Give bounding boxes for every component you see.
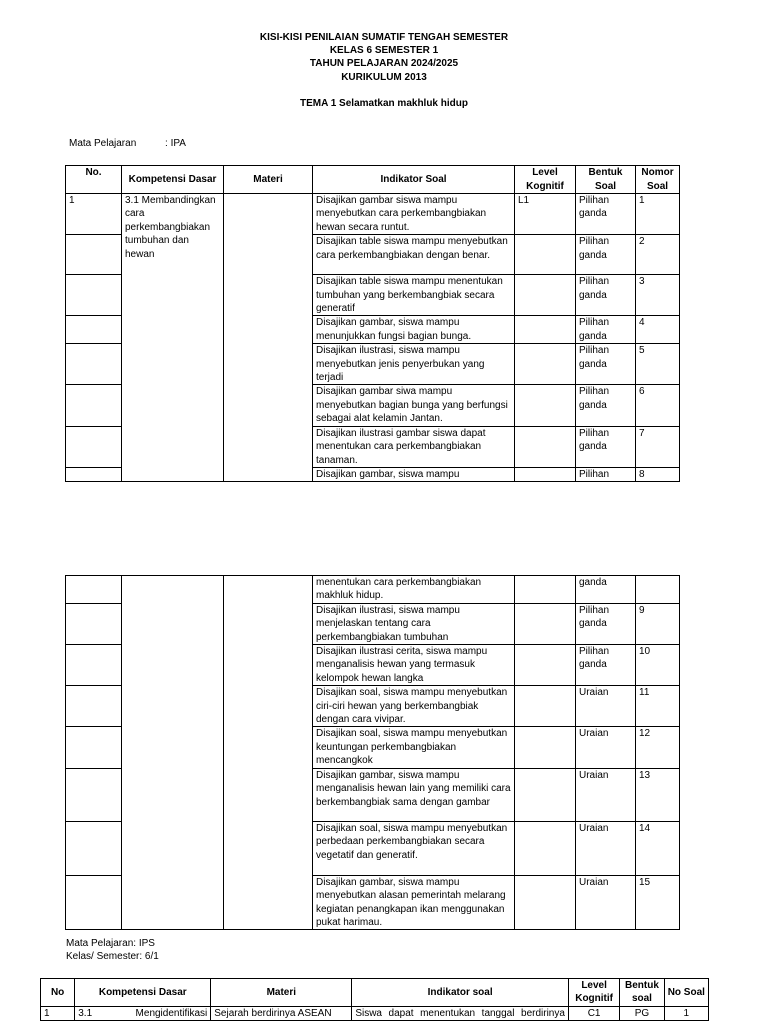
ipa-table-page-1 <box>65 165 680 482</box>
level-cell <box>515 875 576 930</box>
bentuk-cell: Pilihan ganda <box>576 385 636 426</box>
indikator-cell: Disajikan gambar siwa mampu menyebutkan bagian bunga yang berfungsi sebagai alat kelamin Jantan. <box>313 385 515 426</box>
nomor-cell: 7 <box>636 426 680 467</box>
row-no <box>66 821 122 875</box>
header-level: Level Kognitif <box>515 166 576 194</box>
header-indikator: Indikator Soal <box>313 166 515 194</box>
level-cell <box>515 821 576 875</box>
row-no <box>66 467 122 481</box>
row-no <box>66 426 122 467</box>
ips-header-indikator: Indikator soal <box>352 979 569 1007</box>
ips-bentuk-cell: PG <box>620 1006 664 1020</box>
ips-subject-line: Mata Pelajaran: IPS <box>66 938 155 949</box>
level-cell <box>515 645 576 686</box>
header-curriculum: KURIKULUM 2013 <box>341 71 427 83</box>
nomor-cell: 6 <box>636 385 680 426</box>
ips-header-nomor: No Soal <box>664 979 708 1007</box>
indikator-cell: Disajikan soal, siswa mampu menyebutkan ciri-ciri hewan yang berkembangbiak dengan cara vivipar. <box>313 686 515 727</box>
indikator-cell: Disajikan gambar, siswa mampu menyebutkan alasan pemerintah melarang kegiatan penangkapan ikan menggunakan pukat harimau. <box>313 875 515 930</box>
row-no <box>66 603 122 644</box>
table-header-row <box>66 166 680 194</box>
level-cell <box>515 768 576 821</box>
indikator-cell: Disajikan gambar siswa mampu menyebutkan cara perkembangbiakan hewan secara runtut. <box>313 194 515 235</box>
ips-nomor-cell: 1 <box>664 1006 708 1020</box>
indikator-cell: Disajikan table siswa mampu menentukan tumbuhan yang berkembangbiak secara generatif <box>313 275 515 316</box>
row-no <box>66 768 122 821</box>
level-cell <box>515 686 576 727</box>
bentuk-cell: Uraian <box>576 727 636 768</box>
header-title: KISI-KISI PENILAIAN SUMATIF TENGAH SEMESTER <box>259 32 509 43</box>
bentuk-cell: Pilihan ganda <box>576 426 636 467</box>
subject-label: Mata Pelajaran <box>69 138 137 149</box>
ips-header-bentuk: Bentuk soal <box>620 979 664 1007</box>
level-cell <box>515 385 576 426</box>
nomor-cell: 8 <box>636 467 680 481</box>
kompetensi-dasar-cell <box>122 576 224 930</box>
header-class: KELAS 6 SEMESTER 1 <box>329 45 439 57</box>
materi-cell <box>224 194 313 482</box>
header-materi: Materi <box>224 166 313 194</box>
indikator-cell: Disajikan soal, siswa mampu menyebutkan keuntungan perkembangbiakan mencangkok <box>313 727 515 768</box>
nomor-cell: 11 <box>636 686 680 727</box>
header-nomor: Nomor Soal <box>636 166 680 194</box>
nomor-cell: 12 <box>636 727 680 768</box>
row-no <box>66 875 122 930</box>
nomor-cell: 9 <box>636 603 680 644</box>
indikator-cell: Disajikan ilustrasi, siswa mampu menyebutkan jenis penyerbukan yang terjadi <box>313 344 515 385</box>
nomor-cell: 5 <box>636 344 680 385</box>
ips-class-line: Kelas/ Semester: 6/1 <box>66 950 159 962</box>
theme-title: TEMA 1 Selamatkan makhluk hidup <box>299 98 468 109</box>
nomor-cell: 4 <box>636 316 680 344</box>
indikator-cell: Disajikan ilustrasi, siswa mampu menjelaskan tentang cara perkembangbiakan tumbuhan <box>313 603 515 644</box>
row-no <box>66 275 122 316</box>
nomor-cell: 10 <box>636 645 680 686</box>
indikator-cell: Disajikan gambar, siswa mampu menunjukkan fungsi bagian bunga. <box>313 316 515 344</box>
bentuk-cell: Pilihan ganda <box>576 645 636 686</box>
indikator-cell: Disajikan gambar, siswa mampu menganalisis hewan lain yang memiliki cara berkembangbiak sama dengan gambar <box>313 768 515 821</box>
nomor-cell: 13 <box>636 768 680 821</box>
bentuk-cell: Pilihan ganda <box>576 194 636 235</box>
bentuk-cell: Pilihan ganda <box>576 235 636 275</box>
indikator-cell: Disajikan ilustrasi gambar siswa dapat menentukan cara perkembangbiakan tanaman. <box>313 426 515 467</box>
level-cell <box>515 275 576 316</box>
bentuk-cell: Pilihan <box>576 467 636 481</box>
table-row <box>66 194 680 235</box>
nomor-cell: 14 <box>636 821 680 875</box>
ips-header-level: Level Kognitif <box>568 979 619 1007</box>
ips-info <box>66 938 159 963</box>
indikator-cell: Disajikan table siswa mampu menyebutkan cara perkembangbiakan dengan benar. <box>313 235 515 275</box>
bentuk-cell: Pilihan ganda <box>576 316 636 344</box>
ips-table-row <box>41 1006 709 1020</box>
ips-indikator-cell: Siswa dapat menentukan tanggal berdirinya <box>352 1006 569 1020</box>
row-no <box>66 576 122 604</box>
level-cell <box>515 235 576 275</box>
nomor-cell <box>636 576 680 604</box>
ips-kd-text: Mengidentifikasi <box>135 1007 208 1019</box>
subject-value: : IPA <box>165 138 186 149</box>
bentuk-cell: Uraian <box>576 686 636 727</box>
level-cell <box>515 576 576 604</box>
level-cell <box>515 603 576 644</box>
bentuk-cell: Uraian <box>576 875 636 930</box>
ips-kd-number: 3.1 <box>78 1007 93 1019</box>
ips-header-materi: Materi <box>211 979 352 1007</box>
row-no <box>66 316 122 344</box>
bentuk-cell: Pilihan ganda <box>576 344 636 385</box>
header-year: TAHUN PELAJARAN 2024/2025 <box>309 58 459 70</box>
bentuk-cell: Uraian <box>576 821 636 875</box>
header-kd: Kompetensi Dasar <box>122 166 224 194</box>
ips-header-kd: Kompetensi Dasar <box>75 979 211 1007</box>
bentuk-cell: Uraian <box>576 768 636 821</box>
materi-cell <box>224 576 313 930</box>
row-no <box>66 385 122 426</box>
level-cell: L1 <box>515 194 576 235</box>
row-no <box>66 645 122 686</box>
nomor-cell: 2 <box>636 235 680 275</box>
ips-table <box>40 978 709 1021</box>
bentuk-cell: Pilihan ganda <box>576 275 636 316</box>
nomor-cell: 1 <box>636 194 680 235</box>
nomor-cell: 15 <box>636 875 680 930</box>
row-no <box>66 686 122 727</box>
kompetensi-dasar-cell: 3.1 Membandingkan cara perkembangbiakan tumbuhan dan hewan <box>122 194 224 482</box>
ips-level-cell: C1 <box>568 1006 619 1020</box>
ips-materi-cell: Sejarah berdirinya ASEAN <box>211 1006 352 1020</box>
row-no <box>66 235 122 275</box>
indikator-cell: Disajikan gambar, siswa mampu <box>313 467 515 481</box>
header-bentuk: Bentuk Soal <box>576 166 636 194</box>
document-header <box>0 31 768 84</box>
ips-header-row <box>41 979 709 1007</box>
header-no: No. <box>66 166 122 194</box>
level-cell <box>515 344 576 385</box>
level-cell <box>515 316 576 344</box>
ips-kd-cell <box>75 1006 211 1020</box>
level-cell <box>515 467 576 481</box>
indikator-cell: menentukan cara perkembangbiakan makhluk hidup. <box>313 576 515 604</box>
level-cell <box>515 727 576 768</box>
bentuk-cell: Pilihan ganda <box>576 603 636 644</box>
indikator-cell: Disajikan ilustrasi cerita, siswa mampu menganalisis hewan yang termasuk kelompok hewan langka <box>313 645 515 686</box>
nomor-cell: 3 <box>636 275 680 316</box>
row-no: 1 <box>66 194 122 235</box>
ipa-table-page-2 <box>65 575 680 930</box>
row-no <box>66 727 122 768</box>
bentuk-cell: ganda <box>576 576 636 604</box>
ips-header-no: No <box>41 979 75 1007</box>
table-row <box>66 576 680 604</box>
level-cell <box>515 426 576 467</box>
subject-line <box>69 138 186 149</box>
row-no <box>66 344 122 385</box>
ips-row-no: 1 <box>41 1006 75 1020</box>
indikator-cell: Disajikan soal, siswa mampu menyebutkan perbedaan perkembangbiakan secara vegetatif dan generatif. <box>313 821 515 875</box>
